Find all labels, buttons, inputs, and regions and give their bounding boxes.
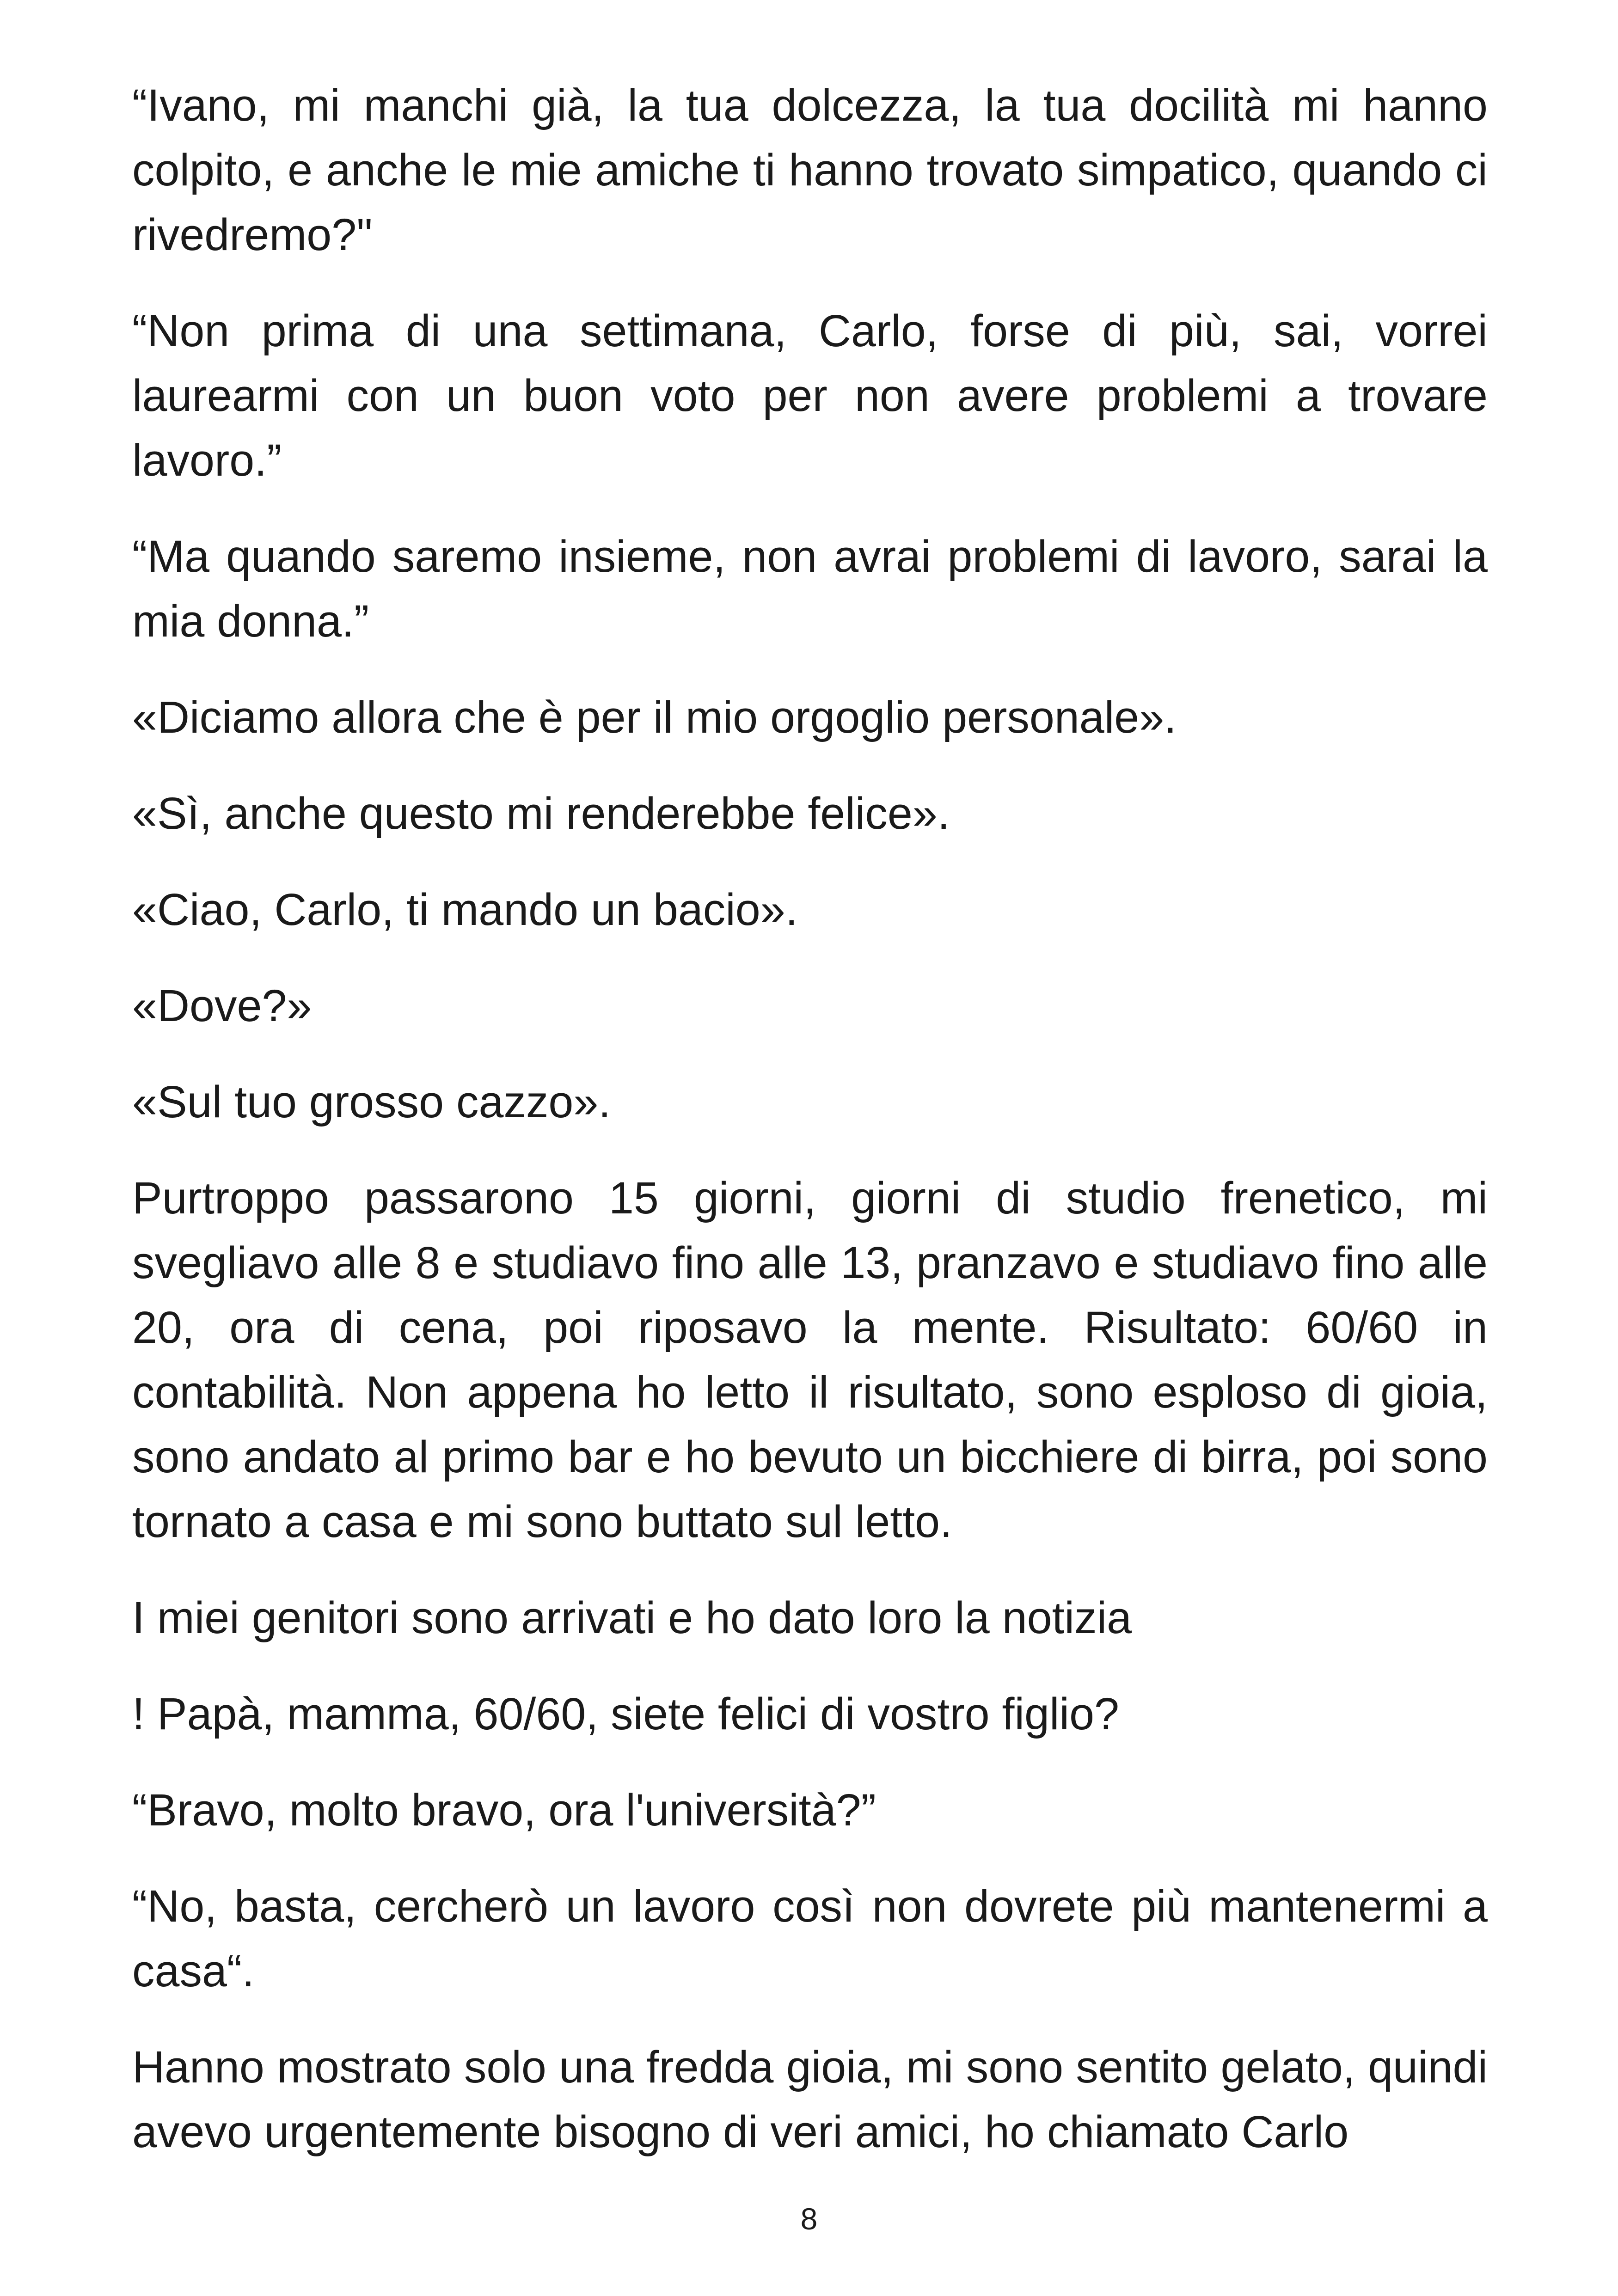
paragraph: “No, basta, cercherò un lavoro così non dovrete più mantenermi a casa“. xyxy=(132,1881,1488,1996)
paragraph: “Ivano, mi manchi già, la tua dolcezza, la tua docilità mi hanno colpito, e anche le mie amiche ti hanno trovato simpatico, quando ci rivedremo?" xyxy=(132,80,1488,260)
paragraph: «Ciao, Carlo, ti mando un bacio». xyxy=(132,884,798,935)
body-text xyxy=(132,73,1488,2196)
paragraph: Purtroppo passarono 15 giorni, giorni di studio frenetico, mi svegliavo alle 8 e studiavo fino alle 13, pranzavo e studiavo fino alle 20, ora di cena, poi riposavo la mente. Risultato: 60/60 in contabilità. Non appena ho letto il risultato, sono esploso di gioia, sono andato al primo bar e ho bevuto un bicchiere di birra, poi sono tornato a casa e mi sono buttato sul letto. xyxy=(132,1173,1488,1547)
paragraph: «Diciamo allora che è per il mio orgoglio personale». xyxy=(132,692,1177,742)
paragraph: “Bravo, molto bravo, ora l'università?” xyxy=(132,1785,876,1835)
paragraph: “Ma quando saremo insieme, non avrai problemi di lavoro, sarai la mia donna.” xyxy=(132,531,1488,646)
paragraph: I miei genitori sono arrivati e ho dato loro la notizia xyxy=(132,1592,1132,1643)
paragraph: «Dove?» xyxy=(132,980,312,1031)
paragraph: Hanno mostrato solo una fredda gioia, mi sono sentito gelato, quindi avevo urgentemente bisogno di veri amici, ho chiamato Carlo xyxy=(132,2042,1488,2157)
paragraph: «Sul tuo grosso cazzo». xyxy=(132,1077,611,1127)
paragraph: “Non prima di una settimana, Carlo, forse di più, sai, vorrei laurearmi con un buon voto per non avere problemi a trovare lavoro.” xyxy=(132,306,1488,485)
paragraph: «Sì, anche questo mi renderebbe felice». xyxy=(132,788,950,839)
page-number: 8 xyxy=(800,2202,818,2236)
paragraph: ! Papà, mamma, 60/60, siete felici di vostro figlio? xyxy=(132,1689,1119,1739)
